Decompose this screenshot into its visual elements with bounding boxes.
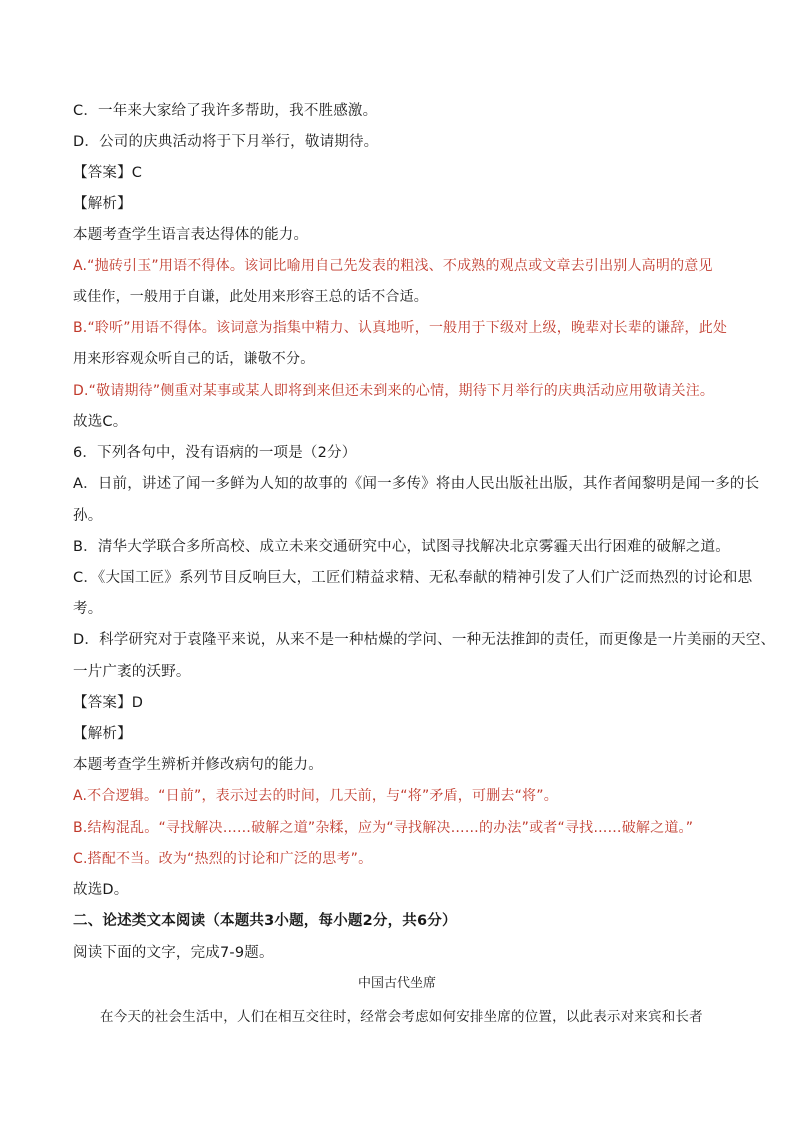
q5-explanation-a-line1: A.“抛砖引玉”用语不得体。该词比喻用自己先发表的粗浅、不成熟的观点或文章去引出别人高明的意见	[73, 258, 713, 274]
q5-explanation-b-line2: 用来形容观众听自己的话，谦敬不分。	[73, 351, 315, 367]
q5-answer: 【答案】C	[73, 165, 143, 181]
q6-analysis-intro: 本题考查学生辨析并修改病句的能力。	[73, 757, 323, 773]
q6-explanation-a: A.不合逻辑。“日前”，表示过去的时间，几天前，与“将”矛盾，可删去“将”。	[73, 788, 558, 804]
q6-option-c-line2: 考。	[73, 601, 103, 617]
q6-choose: 故选D。	[73, 882, 129, 898]
q5-option-d: D．公司的庆典活动将于下月举行，敬请期待。	[73, 134, 379, 150]
q6-option-d-line1: D．科学研究对于袁隆平来说，从来不是一种枯燥的学问、一种无法推卸的责任，而更像是一片美丽的天空、	[73, 632, 776, 648]
q5-analysis-intro: 本题考查学生语言表达得体的能力。	[73, 227, 309, 243]
q5-option-c: C．一年来大家给了我许多帮助，我不胜感激。	[73, 103, 378, 119]
section2-heading: 二、论述类文本阅读（本题共3小题，每小题2分，共6分）	[73, 913, 457, 929]
q5-analysis-title: 【解析】	[73, 196, 132, 212]
q6-option-c-line1: C．《大国工匠》系列节目反响巨大，工匠们精益求精、无私奉献的精神引发了人们广泛而热烈的讨论和思	[73, 570, 753, 586]
article-title: 中国古代坐席	[357, 976, 436, 991]
q5-explanation-b-line1: B.“聆听”用语不得体。该词意为指集中精力、认真地听，一般用于下级对上级，晚辈对长辈的谦辞，此处	[73, 320, 728, 336]
q6-stem: 6．下列各句中，没有语病的一项是（2分）	[73, 445, 357, 461]
q5-choose: 故选C。	[73, 414, 128, 430]
q5-explanation-d: D.“敬请期待”侧重对某事或某人即将到来但还未到来的心情，期待下月举行的庆典活动应用敬请关注。	[73, 383, 715, 399]
q6-answer: 【答案】D	[73, 695, 144, 711]
q6-option-a-line2: 孙。	[73, 508, 103, 524]
q5-explanation-a-line2: 或佳作，一般用于自谦，此处用来形容王总的话不合适。	[73, 289, 428, 305]
q6-option-a-line1: A．日前，讲述了闻一多鲜为人知的故事的《闻一多传》将由人民出版社出版，其作者闻黎明是闻一多的长	[73, 476, 760, 492]
q6-option-d-line2: 一片广袤的沃野。	[73, 664, 191, 680]
q6-analysis-title: 【解析】	[73, 726, 132, 742]
q6-option-b: B．清华大学联合多所高校、成立未来交通研究中心，试图寻找解决北京雾霾天出行困难的破解之道。	[73, 539, 730, 555]
article-paragraph-1: 在今天的社会生活中，人们在相互交往时，经常会考虑如何安排坐席的位置，以此表示对来宾和长者	[100, 1009, 703, 1025]
q6-explanation-c: C.搭配不当。改为“热烈的讨论和广泛的思考”。	[73, 851, 373, 867]
q6-explanation-b: B.结构混乱。“寻找解决……破解之道”杂糅，应为“寻找解决……的办法”或者“寻找……破解之道。”	[73, 820, 694, 836]
section2-instruction: 阅读下面的文字，完成7-9题。	[73, 945, 274, 961]
